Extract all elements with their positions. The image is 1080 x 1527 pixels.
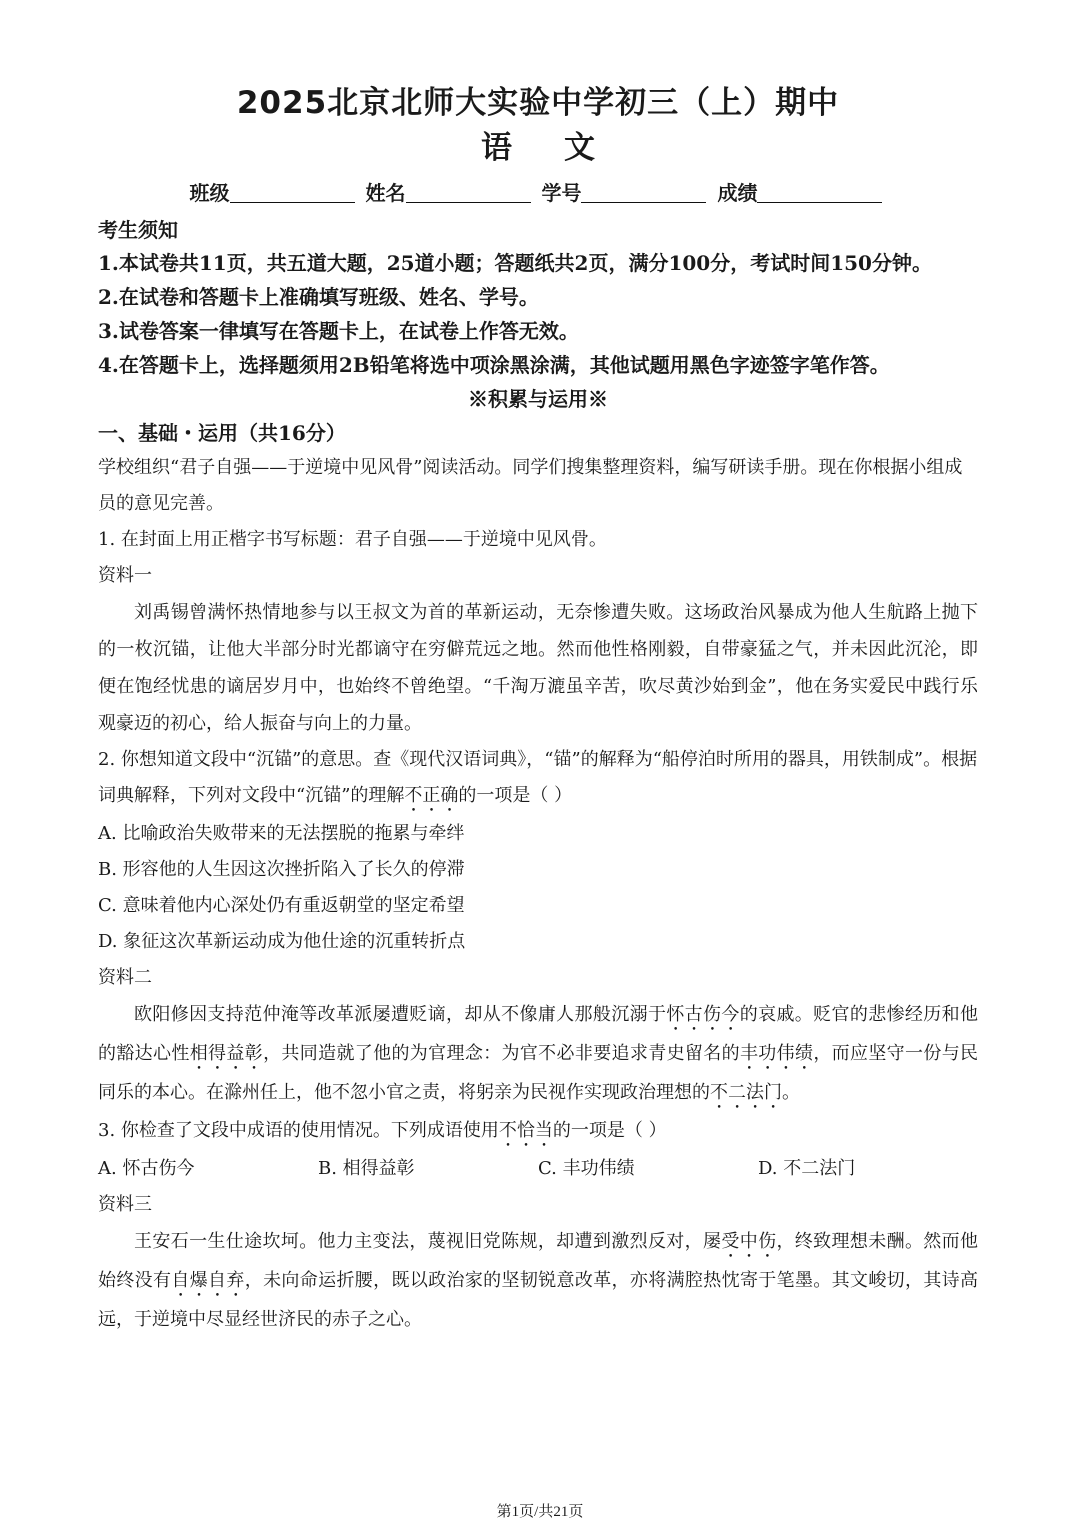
notice-item-3: 3.试卷答案一律填写在答题卡上，在试卷上作答无效。 xyxy=(98,319,579,343)
score-label: 成绩 xyxy=(717,181,758,205)
exam-page xyxy=(98,82,978,1338)
class-label: 班级 xyxy=(189,181,230,205)
student-id-blank[interactable] xyxy=(581,182,706,203)
q3-options xyxy=(98,1151,978,1187)
phrase-1: 受中伤 xyxy=(721,1231,777,1252)
notice-item-2: 2.在试卷和答题卡上准确填写班级、姓名、学号。 xyxy=(98,285,539,309)
class-blank[interactable] xyxy=(230,182,355,203)
q3-option-a[interactable]: A. 怀古伤今 xyxy=(98,1158,195,1179)
material-2-text: 欧阳修因支持范仲淹等改革派屡遭贬谪，却从不像庸人那般沉溺于怀古伤今的哀戚。贬官的悲惨经历和他的豁达心性相得益彰，共同造就了他的为官理念：为官不必非要追求青史留名的丰功伟绩，而应坚守一份与民同乐的本心。在滁州任上，他不忽小官之责，将躬亲为民视作实现政治理想的不二法门。 xyxy=(98,1004,979,1103)
material-1-label: 资料一 xyxy=(98,565,152,586)
q3-option-b[interactable]: B. 相得益彰 xyxy=(318,1158,415,1179)
section-heading: 一、基础・运用（共16分） xyxy=(98,421,346,445)
material-3-label: 资料三 xyxy=(98,1194,152,1215)
question-2: 2. 你想知道文段中“沉锚”的意思。查《现代汉语词典》，“锚”的解释为“船停泊时所用的器具，用铁制成”。根据词典解释，下列对文段中“沉锚”的理解不正确的一项是（ ） xyxy=(98,749,978,806)
part-heading: ※积累与运用※ xyxy=(468,387,608,411)
notice-item-4: 4.在答题卡上，选择题须用2B铅笔将选中项涂黑涂满，其他试题用黑色字迹签字笔作答。 xyxy=(98,353,890,377)
material-1-text: 刘禹锡曾满怀热情地参与以王叔文为首的革新运动，无奈惨遭失败。这场政治风暴成为他人生航路上抛下的一枚沉锚，让他大半部分时光都谪守在穷僻荒远之地。然而他性格刚毅，自带豪猛之气，并未因此沉沦，即便在饱经忧患的谪居岁月中，也始终不曾绝望。“千淘万漉虽辛苦，吹尽黄沙始到金”，他在务实爱民中践行乐观豪迈的初心，给人振奋与向上的力量。 xyxy=(98,602,978,734)
name-blank[interactable] xyxy=(406,182,531,203)
material-3-text: 王安石一生仕途坎坷。他力主变法，蔑视旧党陈规，却遭到激烈反对，屡受中伤，终致理想未酬。然而他始终没有自爆自弃，未向命运折腰，既以政治家的坚韧锐意改革，亦将满腔热忱寄于笔墨。其文峻切，其诗高远，于逆境中尽显经世济民的赤子之心。 xyxy=(98,1231,979,1330)
material-2-label: 资料二 xyxy=(98,967,152,988)
notice-item-1: 1.本试卷共11页，共五道大题，25道小题；答题纸共2页，满分100分，考试时间150分钟。 xyxy=(98,251,932,275)
q2-option-a[interactable]: A. 比喻政治失败带来的无法摆脱的拖累与牵绊 xyxy=(98,823,465,844)
student-id-label: 学号 xyxy=(541,181,582,205)
idiom-4: 不二法门 xyxy=(710,1082,782,1103)
q3-option-d[interactable]: D. 不二法门 xyxy=(758,1158,856,1179)
phrase-2: 自爆自弃 xyxy=(171,1270,245,1291)
question-1: 1. 在封面上用正楷字书写标题：君子自强——于逆境中见风骨。 xyxy=(98,529,607,550)
emphasis-text: 不恰当 xyxy=(498,1120,553,1141)
emphasis-text: 不正确 xyxy=(404,785,459,806)
question-3: 3. 你检查了文段中成语的使用情况。下列成语使用不恰当的一项是（ ） xyxy=(98,1120,667,1141)
q2-option-b[interactable]: B. 形容他的人生因这次挫折陷入了长久的停滞 xyxy=(98,859,465,880)
idiom-2: 相得益彰 xyxy=(189,1043,264,1064)
q3-option-c[interactable]: C. 丰功伟绩 xyxy=(538,1158,635,1179)
section-intro: 学校组织“君子自强——于逆境中见风骨”阅读活动。同学们搜集整理资料，编写研读手册。现在你根据小组成员的意见完善。 xyxy=(98,457,963,514)
q2-option-d[interactable]: D. 象征这次革新运动成为他仕途的沉重转折点 xyxy=(98,931,466,952)
name-label: 姓名 xyxy=(365,181,406,205)
idiom-3: 丰功伟绩 xyxy=(739,1043,814,1064)
exam-subject: 语文 xyxy=(481,130,647,166)
notice-heading: 考生须知 xyxy=(98,218,178,242)
score-blank[interactable] xyxy=(757,182,882,203)
student-info-line xyxy=(98,178,978,208)
page-footer: 第1页/共21页 xyxy=(496,1504,584,1520)
q2-option-c[interactable]: C. 意味着他内心深处仍有重返朝堂的坚定希望 xyxy=(98,895,465,916)
exam-title: 2025北京北师大实验中学初三（上）期中 xyxy=(236,85,840,121)
idiom-1: 怀古伤今 xyxy=(666,1004,740,1025)
